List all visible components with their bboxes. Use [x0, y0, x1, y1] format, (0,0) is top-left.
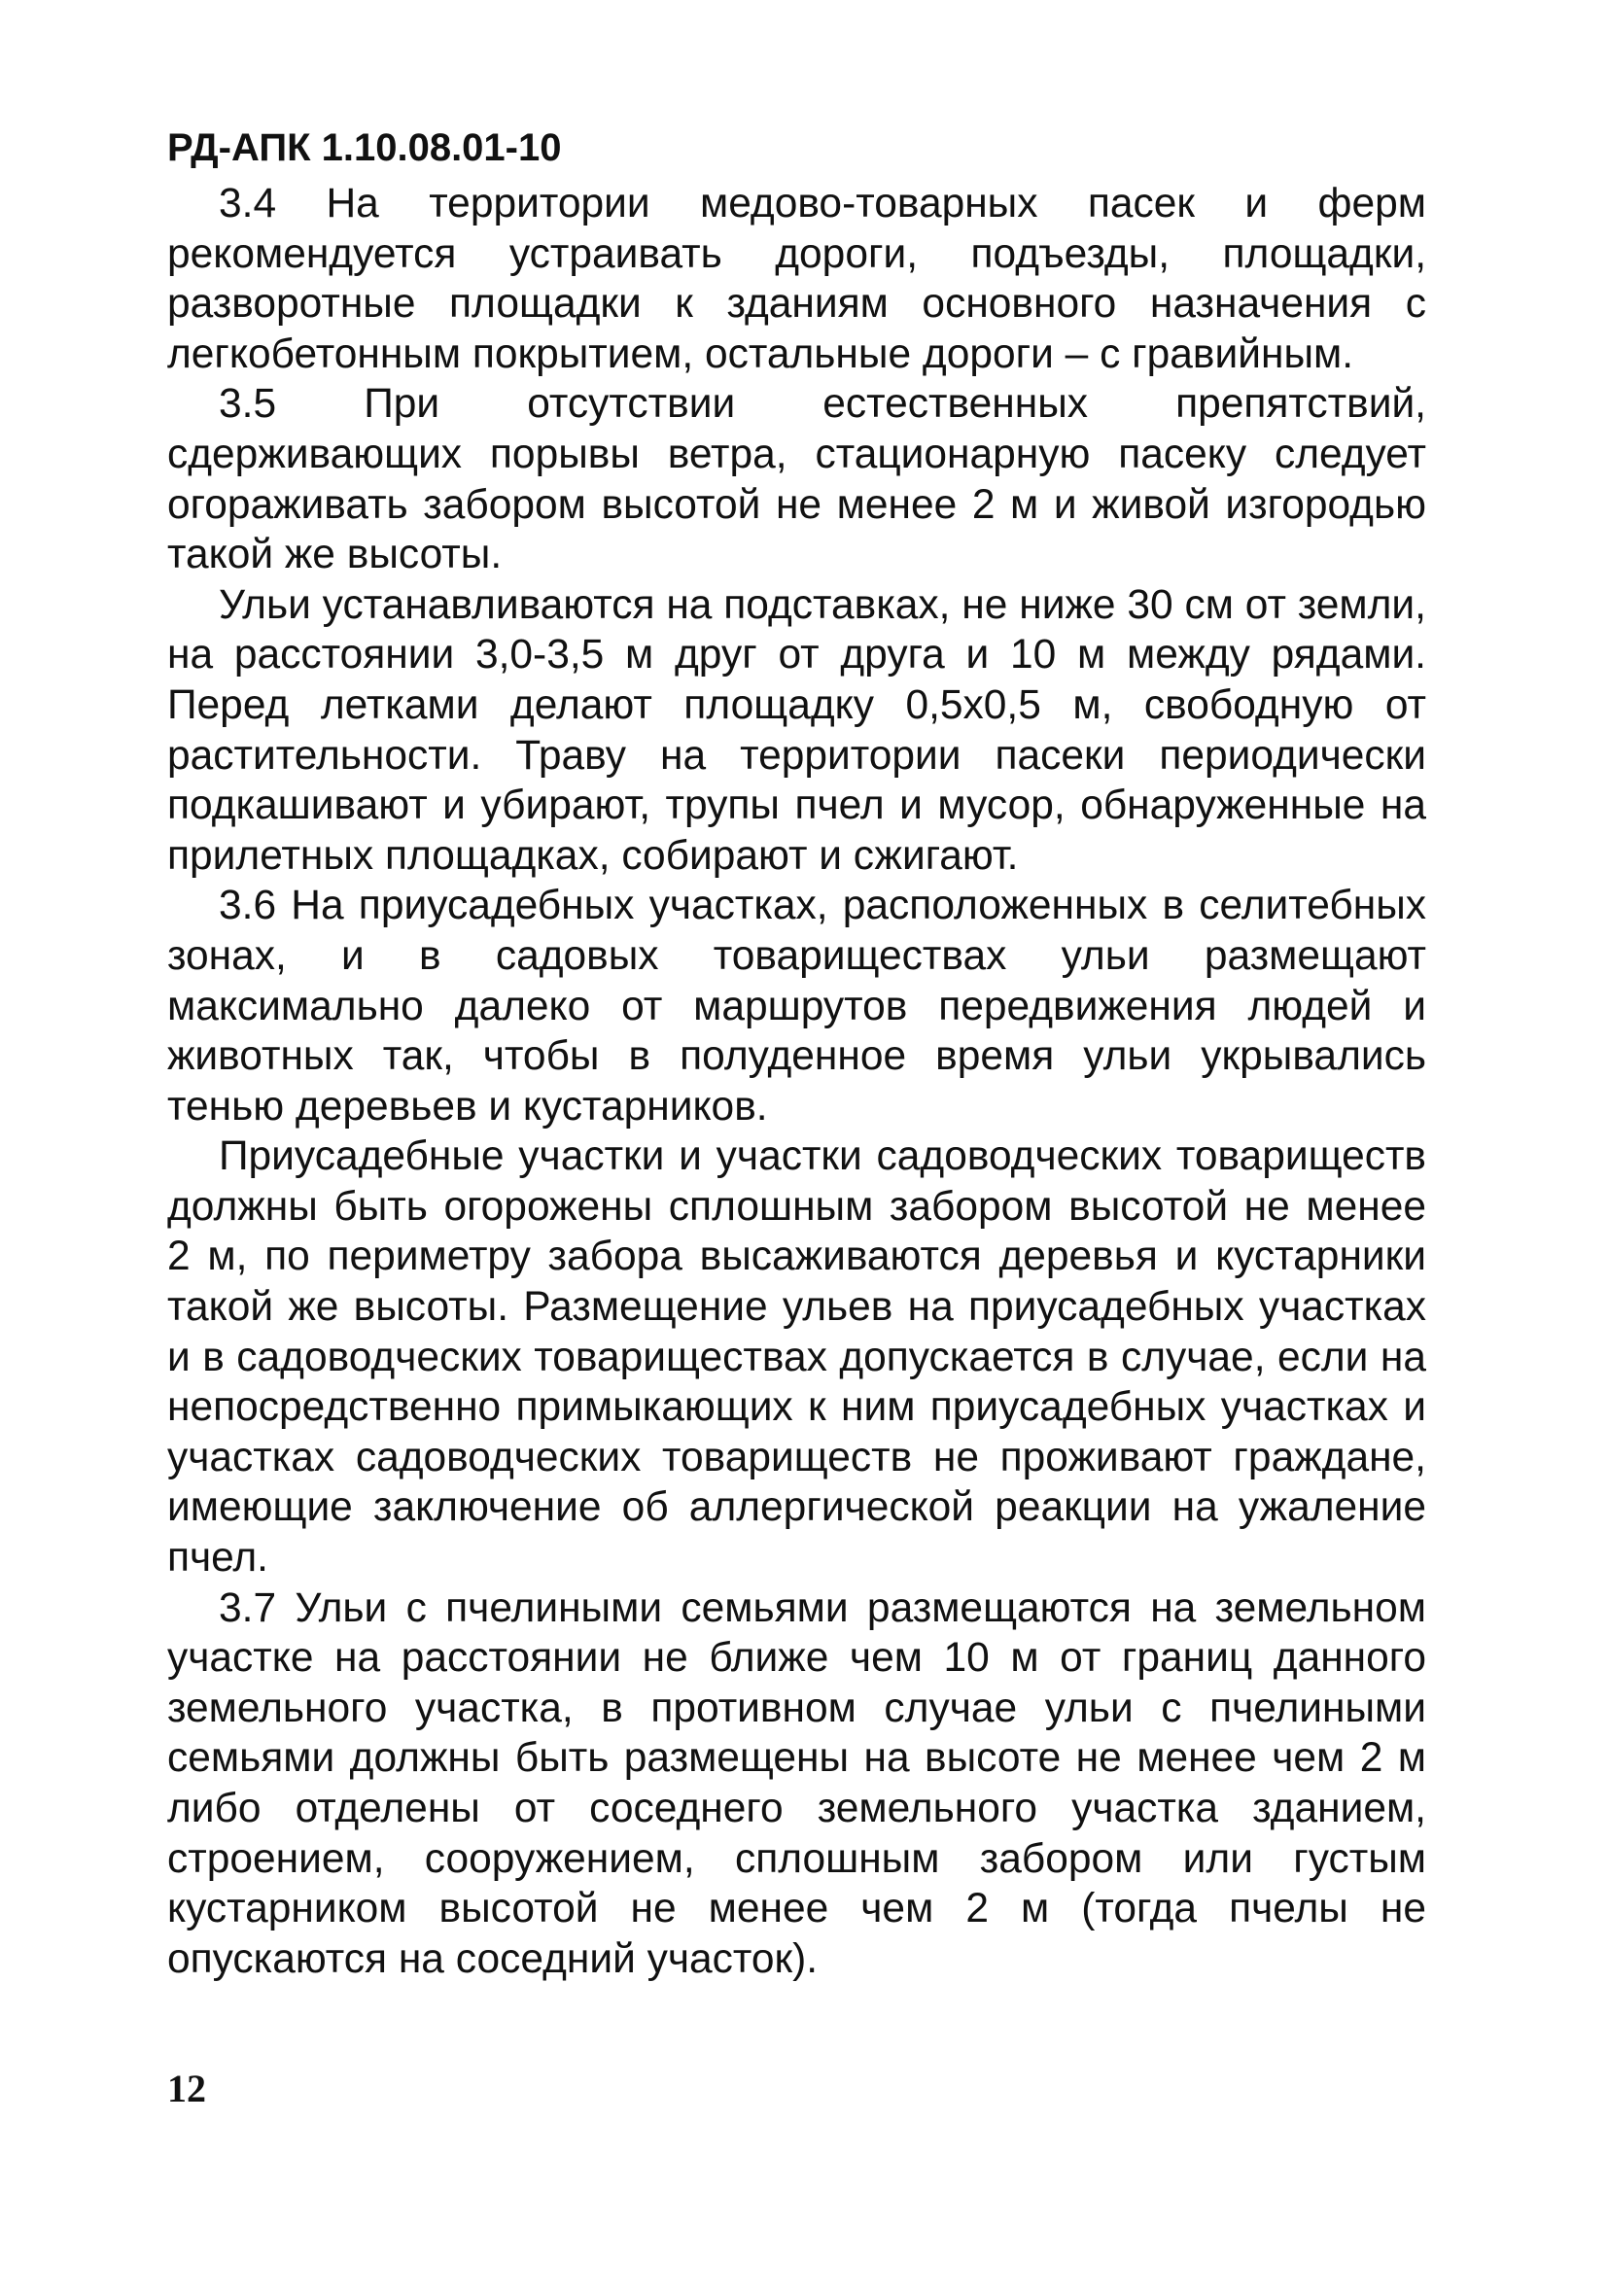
page-number: 12: [167, 2067, 206, 2110]
paragraph-garden-plots: Приусадебные участки и участки садоводческих товариществ должны быть огорожены сплошным забором высотой не менее 2 м, по периметру забора высаживаются деревья и кустарники такой же высоты. Размещение ульев на приусадебных участках и в садоводческих товариществах допускается в случае, если на непосредственно примыкающих к ним приусадебных участках и участках садоводческих товариществ не проживают граждане, имеющие заключение об аллергической реакции на ужаление пчел.: [167, 1133, 1426, 1582]
paragraph-3-5: 3.5 При отсутствии естественных препятствий, сдерживающих порывы ветра, стационарную пасеку следует огораживать забором высотой не менее 2 м и живой изгородью такой же высоты.: [167, 381, 1426, 578]
paragraph-hives-placement: Ульи устанавливаются на подставках, не ниже 30 см от земли, на расстоянии 3,0-3,5 м друг от друга и 10 м между рядами. Перед летками делают площадку 0,5х0,5 м, свободную от растительности. Траву на территории пасеки периодически подкашивают и убирают, трупы пчел и мусор, обнаруженные на прилетных площадках, собирают и сжигают.: [167, 581, 1426, 879]
paragraph-3-6: 3.6 На приусадебных участках, расположенных в селитебных зонах, и в садовых товариществах ульи размещают максимально далеко от маршрутов передвижения людей и животных так, чтобы в полуденное время ульи укрывались тенью деревьев и кустарников.: [167, 883, 1426, 1130]
paragraph-3-4: 3.4 На территории медово-товарных пасек и ферм рекомендуется устраивать дороги, подъезды, площадки, разворотные площадки к зданиям основного назначения с легкобетонным покрытием, остальные дороги – с гравийным.: [167, 181, 1426, 377]
paragraph-3-7: 3.7 Ульи с пчелиными семьями размещаются на земельном участке на расстоянии не ближе чем 10 м от границ данного земельного участка, в противном случае ульи с пчелиными семьями должны быть размещены на высоте не менее чем 2 м либо отделены от соседнего земельного участка зданием, строением, сооружением, сплошным забором или густым кустарником высотой не менее чем 2 м (тогда пчелы не опускаются на соседний участок).: [167, 1584, 1426, 1982]
document-code-header: РД-АПК 1.10.08.01-10: [167, 126, 562, 169]
body-text: [167, 179, 1426, 1984]
